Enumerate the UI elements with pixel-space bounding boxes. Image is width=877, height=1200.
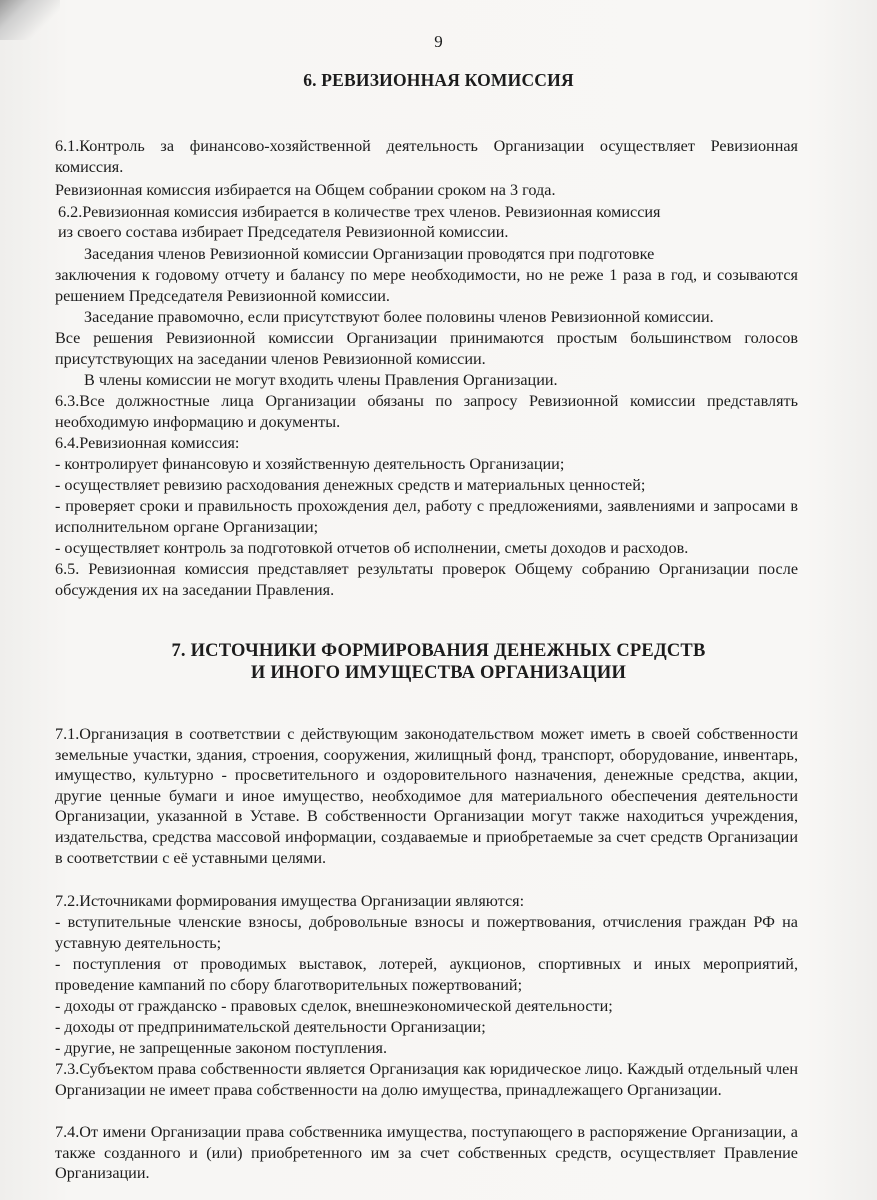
page-number: 9 bbox=[434, 32, 443, 51]
section-6-p2: Ревизионная комиссия избирается на Общем собрании сроком на 3 года. bbox=[55, 181, 556, 199]
section-7-p3: - вступительные членские взносы, добровольные взносы и пожертвования, отчисления граждан РФ на уставную деятельность; bbox=[55, 913, 798, 952]
section-7-p1: 7.1.Организация в соответствии с действующим законодательством может иметь в своей собственности земельные участки, здания, строения, сооружения, жилищный фонд, транспорт, оборудование, инвентарь, имущество, культурно - просветительного и оздоровительного назначения, денежные средства, акции, другие ценные бумаги и иное имущество, необходимое для материального обеспечения деятельности Организации, указанной в Уставе. В собственности Организации могут также находиться учреждения, издательства, средства массовой информации, создаваемые и приобретаемые за счет средств Организации в соответствии с её уставными целями. bbox=[55, 725, 798, 867]
section-6-p14: - проверяет сроки и правильность прохождения дел, работу с предложениями, заявлениями и запросами в исполнительном органе Организации; bbox=[55, 497, 798, 536]
section-7-p6: - доходы от предпринимательской деятельности Организации; bbox=[55, 1018, 486, 1036]
section-7-p8: 7.3.Субъектом права собственности является Организация как юридическое лицо. Каждый отдельный член Организации не имеет права собственности на долю имущества, принадлежащего Организации. bbox=[55, 1060, 798, 1099]
section-6-p11: 6.4.Ревизионная комиссия: bbox=[55, 434, 240, 452]
section-6-p1: 6.1.Контроль за финансово-хозяйственной деятельность Организации осуществляет Ревизионная комиссия. bbox=[55, 137, 798, 176]
section-7-p7: - другие, не запрещенные законом поступления. bbox=[55, 1039, 388, 1057]
section-7-p9: 7.4.От имени Организации права собственника имущества, поступающего в распоряжение Организации, а также созданного и (или) приобретенного им за счет собственных средств, осуществляет Правление Организации. bbox=[55, 1123, 798, 1183]
section-6-p4: из своего состава избирает Председателя Ревизионной комиссии. bbox=[58, 223, 509, 241]
section-6-p6: заключения к годовому отчету и балансу по мере необходимости, но не реже 1 раза в год, и созываются решением Председателя Ревизионной комиссии. bbox=[55, 266, 798, 305]
section-6-p10: 6.3.Все должностные лица Организации обязаны по запросу Ревизионной комиссии представлять необходимую информацию и документы. bbox=[55, 392, 798, 431]
section-6-p12: - контролирует финансовую и хозяйственную деятельность Организации; bbox=[55, 455, 565, 473]
section-6-p5: Заседания членов Ревизионной комиссии Организации проводятся при подготовке bbox=[84, 245, 655, 263]
section-6-p7: Заседание правомочно, если присутствуют более половины членов Ревизионной комиссии. bbox=[84, 308, 714, 326]
section-6-p8: Все решения Ревизионной комиссии Организации принимаются простым большинством голосов присутствующих на заседании членов Ревизионной комиссии. bbox=[55, 329, 798, 368]
section-6-p9: В члены комиссии не могут входить члены Правления Организации. bbox=[84, 371, 558, 389]
section-6-p15: - осуществляет контроль за подготовкой отчетов об исполнении, сметы доходов и расходов. bbox=[55, 539, 689, 557]
section-6-p13: - осуществляет ревизию расходования денежных средств и материальных ценностей; bbox=[55, 476, 646, 494]
section-7-p5: - доходы от гражданско - правовых сделок, внешнеэкономической деятельности; bbox=[55, 997, 613, 1015]
section-7-title-line1: 7. ИСТОЧНИКИ ФОРМИРОВАНИЯ ДЕНЕЖНЫХ СРЕДСТВ bbox=[171, 641, 706, 661]
section-6-p16: 6.5. Ревизионная комиссия представляет результаты проверок Общему собранию Организации после обсуждения их на заседании Правления. bbox=[55, 560, 798, 599]
section-6-p3: 6.2.Ревизионная комиссия избирается в количестве трех членов. Ревизионная комиссия bbox=[58, 203, 661, 221]
section-6-title: 6. РЕВИЗИОННАЯ КОМИССИЯ bbox=[303, 70, 574, 90]
section-7-title bbox=[0, 640, 877, 684]
section-7-p2: 7.2.Источниками формирования имущества Организации являются: bbox=[55, 892, 525, 910]
section-7-p4: - поступления от проводимых выставок, лотерей, аукционов, спортивных и иных мероприятий, проведение кампаний по сбору благотворительных пожертвований; bbox=[55, 955, 798, 994]
section-7-title-line2: И ИНОГО ИМУЩЕСТВА ОРГАНИЗАЦИИ bbox=[250, 663, 627, 683]
